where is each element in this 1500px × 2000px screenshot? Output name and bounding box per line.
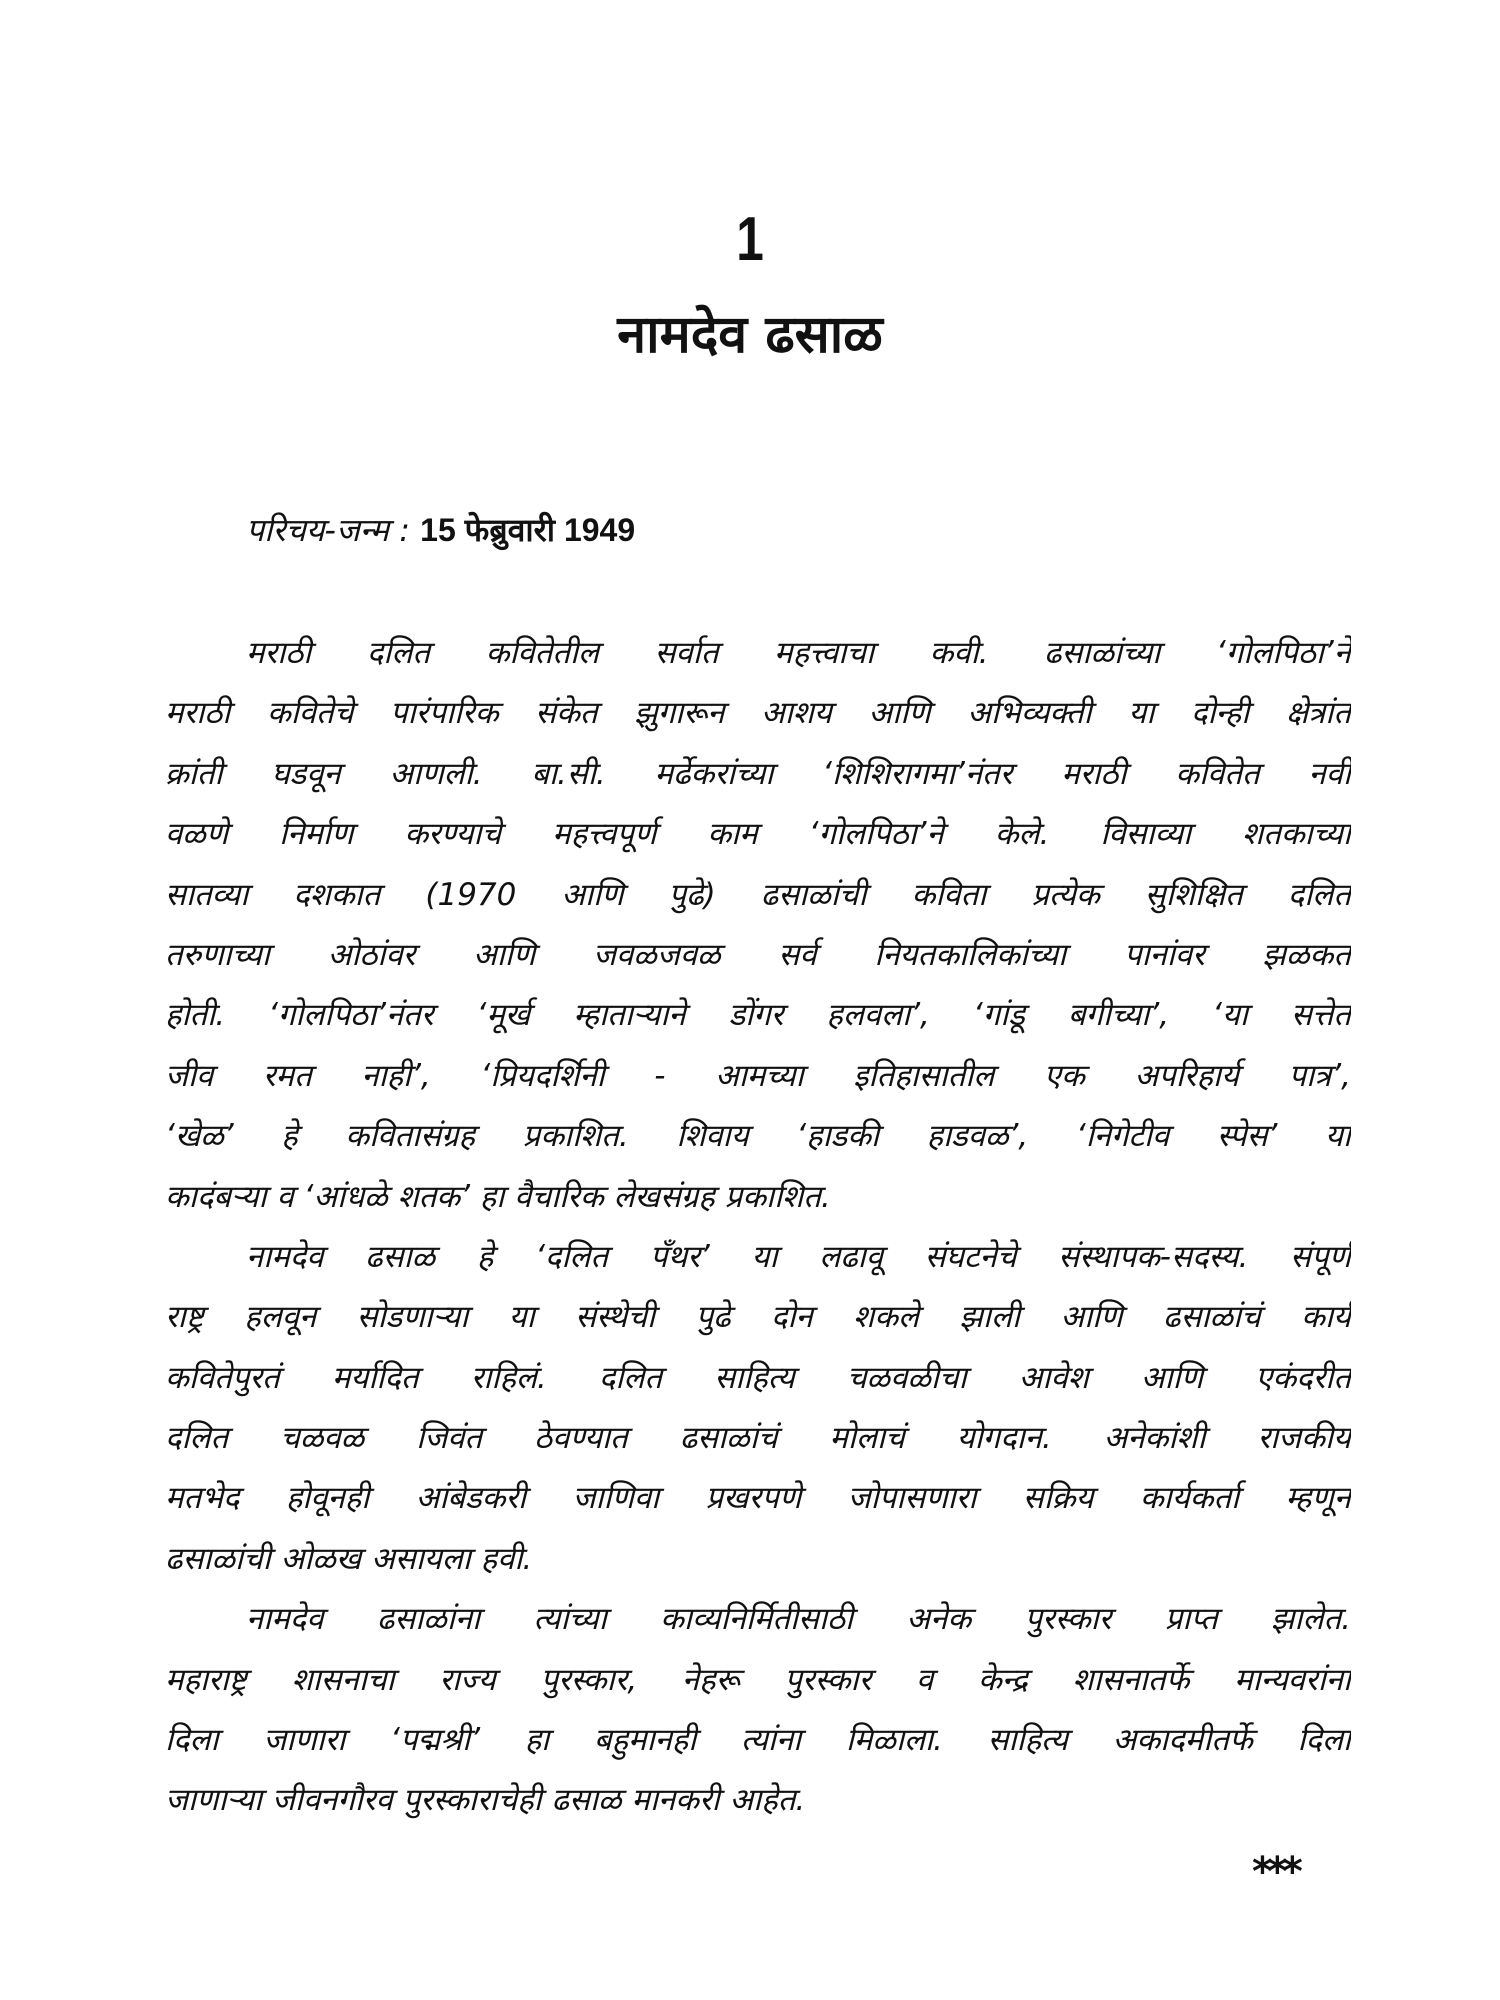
paragraph-line: तरुणाच्या ओठांवर आणि जवळजवळ सर्व नियतकालिकांच्या पानांवर झळकत	[165, 936, 1351, 973]
paragraph-line: वळणे निर्माण करण्याचे महत्त्वपूर्ण काम ‘गोलपिठा’ने केले. विसाव्या शतकाच्या	[165, 816, 1351, 853]
intro-line	[246, 505, 635, 555]
paragraph-line: महाराष्ट्र शासनाचा राज्य पुरस्कार, नेहरू पुरस्कार व केन्द्र शासनातर्फे मान्यवरांना	[165, 1661, 1351, 1698]
body-text	[165, 623, 1351, 1831]
paragraph-line: मतभेद होवूनही आंबेडकरी जाणिवा प्रखरपणे जोपासणारा सक्रिय कार्यकर्ता म्हणून	[165, 1480, 1351, 1517]
birth-date: 15 फेब्रुवारी 1949	[420, 512, 636, 548]
paragraph-line: क्रांती घडवून आणली. बा.सी. मर्ढेकरांच्या ‘शिशिरागमा’नंतर मराठी कवितेत नवी	[165, 755, 1351, 792]
paragraph-line: दलित चळवळ जिवंत ठेवण्यात ढसाळांचं मोलाचं योगदान. अनेकांशी राजकीय	[165, 1420, 1351, 1457]
chapter-number: 1	[736, 205, 764, 274]
chapter-title: नामदेव ढसाळ	[617, 305, 883, 365]
paragraph-line: ‘खेळ’ हे कवितासंग्रह प्रकाशित. शिवाय ‘हाडकी हाडवळ’, ‘निगेटीव स्पेस’ या	[165, 1118, 1351, 1155]
paragraph-line: मराठी कवितेचे पारंपारिक संकेत झुगारून आशय आणि अभिव्यक्ती या दोन्ही क्षेत्रांत	[165, 695, 1351, 732]
paragraph	[165, 1227, 1351, 1589]
paragraph-line: राष्ट्र हलवून सोडणाऱ्या या संस्थेची पुढे दोन शकले झाली आणि ढसाळांचं कार्य	[165, 1299, 1351, 1336]
paragraph-line: कवितेपुरतं मर्यादित राहिलं. दलित साहित्य चळवळीचा आवेश आणि एकंदरीत	[165, 1359, 1351, 1396]
paragraph-line: जाणाऱ्या जीवनगौरव पुरस्काराचेही ढसाळ मानकरी आहेत.	[165, 1782, 806, 1819]
paragraph-line: होती. ‘गोलपिठा’नंतर ‘मूर्ख म्हाताऱ्याने डोंगर हलवला’, ‘गांडू बगीच्या’, ‘या सत्तेत	[165, 997, 1351, 1034]
paragraph-line: मराठी दलित कवितेतील सर्वात महत्त्वाचा कवी. ढसाळांच्या ‘गोलपिठा’ने	[246, 635, 1351, 671]
paragraph-line: ढसाळांची ओळख असायला हवी.	[165, 1540, 533, 1577]
paragraph-line: जीव रमत नाही’, ‘प्रियदर्शिनी - आमच्या इतिहासातील एक अपरिहार्य पात्र’,	[165, 1057, 1351, 1094]
paragraph-line: नामदेव ढसाळ हे ‘दलित पँथर’ या लढावू संघटनेचे संस्थापक-सदस्य. संपूर्ण	[246, 1238, 1351, 1275]
end-mark: ***	[1252, 1849, 1297, 1895]
paragraph	[165, 1589, 1351, 1831]
paragraph-line: नामदेव ढसाळांना त्यांच्या काव्यनिर्मितीसाठी अनेक पुरस्कार प्राप्त झालेत.	[246, 1601, 1351, 1638]
paragraph-line: कादंबऱ्या व ‘आंधळे शतक’ हा वैचारिक लेखसंग्रह प्रकाशित.	[165, 1178, 831, 1215]
paragraph-line: दिला जाणारा ‘पद्मश्री’ हा बहुमानही त्यांना मिळाला. साहित्य अकादमीतर्फे दिला	[165, 1722, 1351, 1759]
paragraph-line: सातव्या दशकात (1970 आणि पुढे) ढसाळांची कविता प्रत्येक सुशिक्षित दलित	[165, 876, 1351, 913]
paragraph	[165, 623, 1351, 1227]
intro-label: परिचय-जन्म :	[246, 511, 410, 549]
